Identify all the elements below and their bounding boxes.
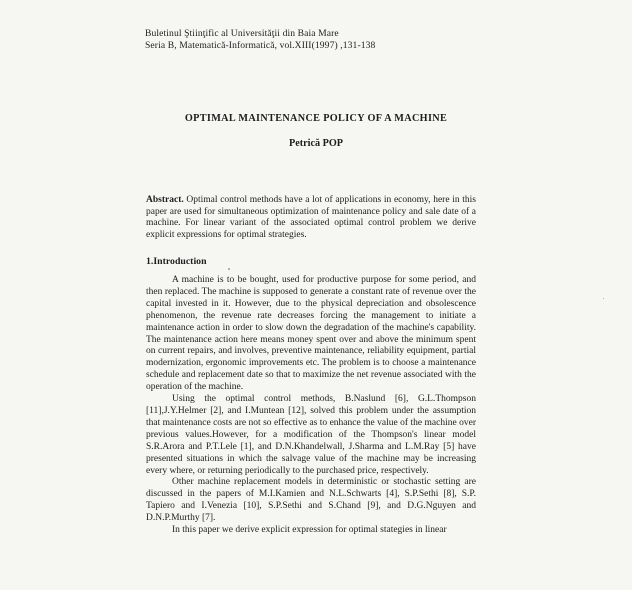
journal-name: Buletinul Ştiinţific al Universităţii din Baia Mare (145, 28, 339, 39)
paper-author: Petrică POP (288, 138, 344, 149)
paragraph: Using the optimal control methods, B.Naslund [6], G.L.Thompson [11],J.Y.Helmer [2], and I.Muntean [12], solved this problem under the assumption that maintenance costs are not so effective as to enhance the value of the machine over previous values.However, for a modification of the Thompson's linear model S.R.Arora and P.T.Lele [1], and D.N.Khandelwall, J.Sharma and L.M.Ray [5] have presented situations in which the salvage value of the machine may be increasing every where, or returning periodically to the purchased price, respectively. (146, 394, 476, 476)
scan-speck (228, 268, 230, 270)
scan-speck (603, 298, 604, 299)
journal-header (145, 28, 375, 52)
body-text (146, 275, 476, 537)
paper-title: OPTIMAL MAINTENANCE POLICY OF A MACHINE (184, 113, 448, 124)
section-heading: 1.Introduction (146, 256, 207, 267)
abstract-label: Abstract. (146, 195, 184, 205)
abstract-text: Optimal control methods have a lot of applications in economy, here in this paper are used for simultaneous optimization of maintenance policy and sale date of a machine. For linear variant of the associated optimal control problem we derive explicit expressions for optimal strategies. (146, 195, 476, 240)
journal-series: Seria B, Matematică-Informatică, vol.XIII(1997) ,131-138 (145, 40, 376, 51)
abstract (146, 195, 476, 241)
paragraph: In this paper we derive explicit expression for optimal stategies in linear (172, 525, 447, 536)
paragraph: A machine is to be bought, used for productive purpose for some period, and then replaced. The machine is supposed to generate a constant rate of revenue over the capital invested in it. However, due to the physical depreciation and obsolescence phenomenon, the revenue rate decreases forcing the management to initiate a maintenance action in order to slow down the degradation of the machine's capability. The maintenance action here means money spent over and above the minimum spent on current repairs, and involves, preventive maintenance, reliability equipment, partial modernization, ergonomic improvements etc. The problem is to choose a maintenance schedule and replacement date so that to maximize the net revenue associated with the operation of the machine. (146, 275, 476, 393)
paragraph: Other machine replacement models in deterministic or stochastic setting are discussed in the papers of M.I.Kamien and N.L.Schwarts [4], S.P.Sethi [8], S.P. Tapiero and I.Venezia [10], S.P.Sethi and S.Chand [9], and D.G.Nguyen and D.N.P.Murthy [7]. (146, 477, 476, 524)
